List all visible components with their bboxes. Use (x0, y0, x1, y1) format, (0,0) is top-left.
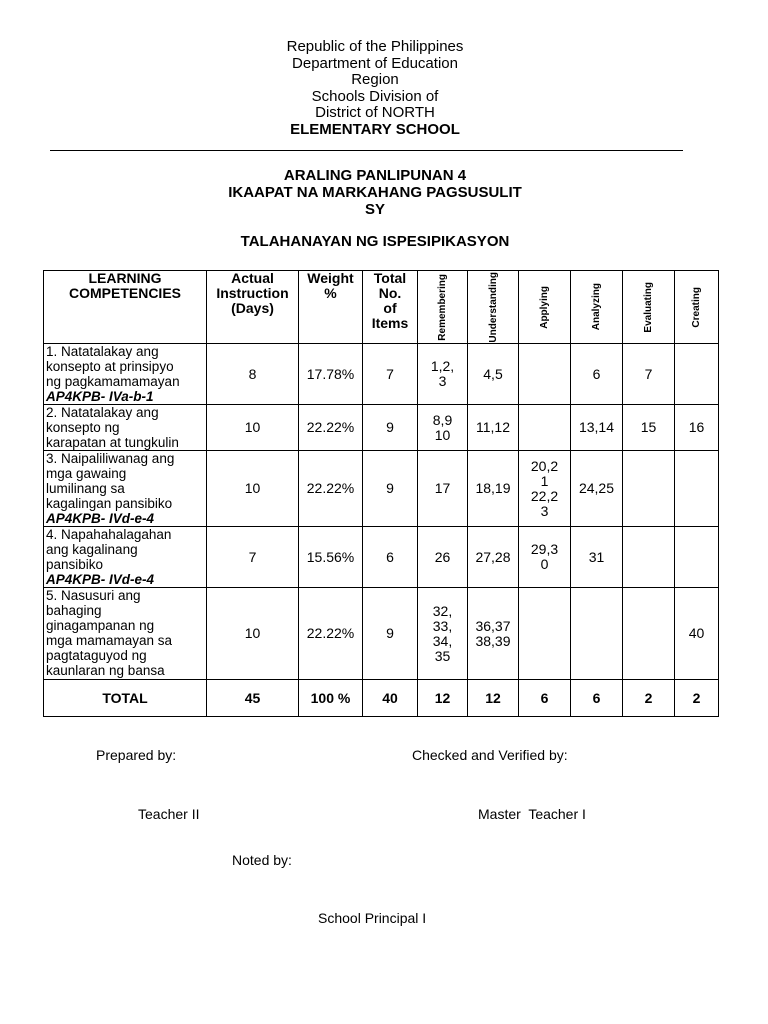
evaluating-item-line: 7 (644, 365, 653, 382)
competency-text-line: lumilinang sa (46, 481, 125, 496)
subject-title: ARALING PANLIPUNAN 4 (283, 167, 467, 184)
applying-items-cell (519, 588, 571, 680)
total-days: 45 (207, 680, 299, 717)
header-remembering-label: Remembering (437, 273, 448, 341)
competency-text-line: ang kagalinang (46, 542, 138, 557)
understanding-items-cell (468, 451, 519, 527)
competency-cell (44, 451, 207, 527)
competency-text-line: konsepto at prinsipyo (46, 359, 174, 374)
evaluating-items-cell (623, 344, 675, 405)
exam-titles (0, 167, 750, 218)
applying-item-line: 0 (540, 556, 549, 572)
preparer-title: Teacher II (138, 806, 200, 822)
header-competencies (44, 271, 207, 344)
applying-items-cell (519, 451, 571, 527)
understanding-item-line: 4,5 (483, 365, 503, 382)
competency-text-line: 5. Nasusuri ang (46, 588, 141, 603)
competency-text-line: mga gawaing (46, 466, 127, 481)
creating-items-cell (675, 588, 719, 680)
document-header (0, 39, 750, 138)
noted-by-label: Noted by: (232, 852, 292, 868)
total-understanding: 12 (468, 680, 519, 717)
checked-by-label: Checked and Verified by: (412, 747, 568, 763)
total-analyzing: 6 (571, 680, 623, 717)
header-items-line: Total (373, 270, 407, 286)
competency-text-line: 3. Naipaliliwanag ang (46, 451, 175, 466)
header-line-region: Region (351, 71, 399, 88)
header-items-line: No. (378, 285, 402, 301)
competency-text-line: karapatan at tungkulin (46, 435, 179, 450)
total-items: 40 (363, 680, 418, 717)
understanding-items-cell (468, 344, 519, 405)
total-label: TOTAL (44, 680, 207, 717)
total-creating: 2 (675, 680, 719, 717)
total-remembering: 12 (418, 680, 468, 717)
competency-text-line: 1. Natatalakay ang (46, 344, 159, 359)
remembering-item-line: 1,2, (430, 358, 455, 374)
competency-code: AP4KPB- IVd-e-4 (46, 572, 155, 587)
applying-items-cell (519, 527, 571, 588)
header-line-republic: Republic of the Philippines (286, 38, 464, 55)
header-evaluating-label: Evaluating (643, 281, 654, 333)
weight-cell: 22.22% (299, 588, 363, 680)
header-instruction-line: Actual (231, 270, 274, 286)
analyzing-items-cell (571, 588, 623, 680)
items-cell: 7 (363, 344, 418, 405)
competency-cell (44, 588, 207, 680)
header-understanding-label: Understanding (487, 271, 499, 343)
remembering-item-line: 33, (432, 617, 453, 634)
creating-items-cell (675, 405, 719, 451)
creating-item-line: 16 (688, 419, 705, 435)
applying-items-cell (519, 405, 571, 451)
remembering-item-line: 34, (432, 632, 453, 649)
total-row (44, 680, 719, 717)
days-cell: 10 (207, 451, 299, 527)
analyzing-items-cell (571, 527, 623, 588)
header-items-line: Items (371, 315, 409, 331)
competency-text-line: ginagampanan ng (46, 618, 155, 633)
days-cell: 7 (207, 527, 299, 588)
competency-text-line: bahaging (46, 603, 102, 618)
header-divider (50, 150, 683, 151)
analyzing-item-line: 31 (588, 548, 605, 565)
creating-items-cell (675, 451, 719, 527)
header-weight-line: Weight (307, 270, 354, 286)
remembering-items-cell (418, 405, 468, 451)
total-applying: 6 (519, 680, 571, 717)
remembering-item-line: 3 (438, 373, 447, 389)
table-body (44, 344, 719, 680)
header-competencies-line: COMPETENCIES (68, 285, 181, 301)
evaluating-items-cell (623, 527, 675, 588)
header-applying (519, 271, 571, 344)
evaluating-items-cell (623, 451, 675, 527)
competency-text-line: 4. Napahahalagahan (46, 527, 172, 542)
header-instruction-line: Instruction (216, 285, 289, 301)
competency-text-line: kaunlaran ng bansa (46, 663, 165, 678)
exam-title: IKAAPAT NA MARKAHANG PAGSUSULIT (228, 184, 522, 201)
header-line-district: District of NORTH (315, 104, 435, 121)
applying-item-line: 3 (540, 502, 549, 519)
items-cell: 9 (363, 451, 418, 527)
remembering-item-line: 35 (434, 647, 451, 664)
remembering-item-line: 8,9 (432, 411, 453, 428)
competency-cell (44, 527, 207, 588)
competency-code: AP4KPB- IVd-e-4 (46, 511, 155, 526)
evaluating-items-cell (623, 405, 675, 451)
table-row (44, 344, 719, 405)
understanding-items-cell (468, 527, 519, 588)
remembering-item-line: 10 (434, 426, 451, 443)
applying-items-cell (519, 344, 571, 405)
items-cell: 6 (363, 527, 418, 588)
total-weight: 100 % (299, 680, 363, 717)
table-row (44, 588, 719, 680)
header-weight (299, 271, 363, 344)
analyzing-item-line: 6 (592, 365, 601, 382)
understanding-items-cell (468, 405, 519, 451)
applying-item-line: 20,2 (530, 457, 559, 474)
header-creating (675, 271, 719, 344)
competency-text-line: pagtataguyod ng (46, 648, 147, 663)
competency-cell (44, 344, 207, 405)
competency-text-line: ng pagkamamamayan (46, 374, 180, 389)
competency-text-line: 2. Natatalakay ang (46, 405, 159, 420)
header-items-line: of (383, 300, 397, 316)
remembering-items-cell (418, 451, 468, 527)
table-row (44, 405, 719, 451)
analyzing-item-line: 13,14 (578, 419, 615, 435)
header-school-name: ELEMENTARY SCHOOL (290, 120, 460, 138)
understanding-item-line: 11,12 (476, 419, 510, 435)
header-instruction-days (207, 271, 299, 344)
days-cell: 10 (207, 405, 299, 451)
header-creating-label: Creating (691, 286, 702, 328)
competency-cell (44, 405, 207, 451)
competency-text-line: pansibiko (46, 557, 104, 572)
competency-text-line: konsepto ng (46, 420, 120, 435)
creating-items-cell (675, 344, 719, 405)
table-header-row (44, 271, 719, 344)
items-cell: 9 (363, 405, 418, 451)
weight-cell: 22.22% (299, 405, 363, 451)
applying-item-line: 1 (540, 472, 549, 489)
header-line-department: Department of Education (292, 54, 458, 72)
evaluating-items-cell (623, 588, 675, 680)
header-weight-line: % (324, 285, 337, 301)
competency-text-line: kagalingan pansibiko (46, 496, 173, 511)
analyzing-items-cell (571, 405, 623, 451)
competency-code: AP4KPB- IVa-b-1 (46, 389, 154, 404)
header-line-division: Schools Division of (311, 87, 439, 105)
table-title: TALAHANAYAN NG ISPESIPIKASYON (240, 233, 510, 250)
header-evaluating (623, 271, 675, 344)
evaluating-item-line: 15 (640, 419, 657, 435)
weight-cell: 17.78% (299, 344, 363, 405)
header-applying-label: Applying (539, 285, 550, 329)
analyzing-item-line: 24,25 (578, 480, 615, 496)
specification-table (43, 270, 719, 717)
weight-cell: 22.22% (299, 451, 363, 527)
header-analyzing-label: Analyzing (591, 283, 602, 331)
table-row (44, 527, 719, 588)
understanding-items-cell (468, 588, 519, 680)
table-row (44, 451, 719, 527)
understanding-item-line: 36,37 (475, 617, 511, 634)
checker-title: Master Teacher I (478, 806, 586, 822)
principal-title: School Principal I (318, 910, 427, 926)
remembering-item-line: 17 (434, 480, 451, 496)
remembering-items-cell (418, 527, 468, 588)
applying-item-line: 29,3 (530, 541, 559, 557)
competency-text-line: mga mamamayan sa (46, 633, 173, 648)
remembering-item-line: 26 (434, 548, 451, 565)
header-analyzing (571, 271, 623, 344)
days-cell: 10 (207, 588, 299, 680)
remembering-items-cell (418, 588, 468, 680)
analyzing-items-cell (571, 344, 623, 405)
header-total-items (363, 271, 418, 344)
understanding-item-line: 27,28 (475, 548, 511, 565)
header-instruction-line: (Days) (231, 300, 274, 316)
applying-item-line: 22,2 (530, 487, 559, 504)
understanding-item-line: 38,39 (475, 632, 511, 649)
remembering-item-line: 32, (432, 602, 453, 619)
items-cell: 9 (363, 588, 418, 680)
understanding-item-line: 18,19 (475, 480, 511, 496)
prepared-by-label: Prepared by: (96, 747, 177, 763)
header-remembering (418, 271, 468, 344)
creating-item-line: 40 (688, 625, 705, 641)
analyzing-items-cell (571, 451, 623, 527)
total-evaluating: 2 (623, 680, 675, 717)
days-cell: 8 (207, 344, 299, 405)
header-competencies-line: LEARNING (88, 270, 162, 286)
remembering-items-cell (418, 344, 468, 405)
creating-items-cell (675, 527, 719, 588)
school-year: SY (364, 201, 385, 218)
header-understanding (468, 271, 519, 344)
weight-cell: 15.56% (299, 527, 363, 588)
